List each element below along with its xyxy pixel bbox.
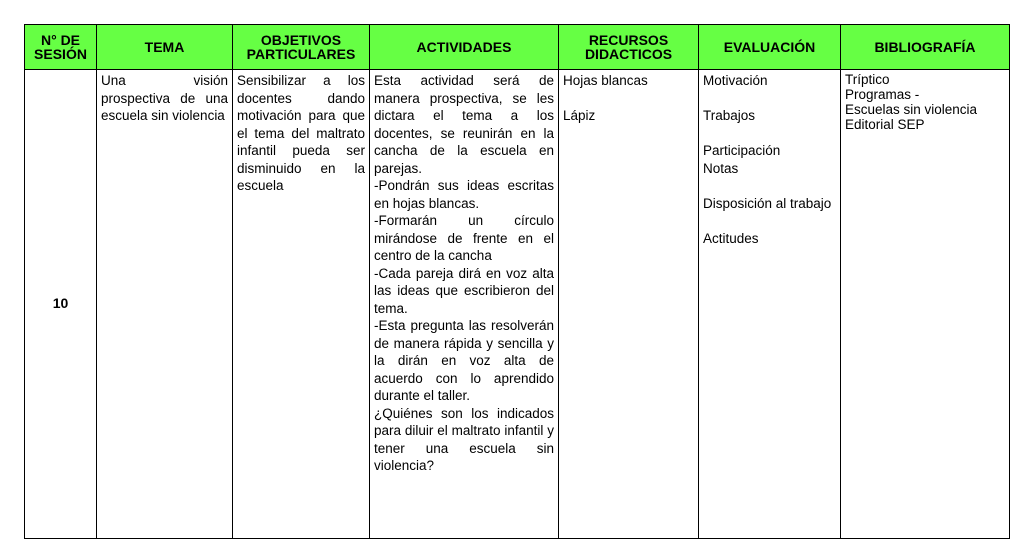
actividad-line: -Esta pregunta las resolverán de manera rápida y sencilla y la dirán en voz alta de acuerdo con lo aprendido durante el taller. (374, 318, 554, 403)
session-number: 10 (25, 70, 97, 539)
evaluacion-item: Motivación (703, 73, 768, 88)
header-bibliografia: BIBLIOGRAFÍA (841, 25, 1010, 70)
evaluacion-item: Participación (703, 143, 781, 158)
bibliografia-cell (841, 70, 1010, 539)
actividad-line: Esta actividad será de manera prospectiva, se les dictara el tema a los docentes, se reunirán en la cancha de la escuela en parejas. (374, 73, 554, 176)
actividad-line: -Cada pareja dirá en voz alta las ideas que escribieron del tema. (374, 265, 554, 316)
recurso-item: Hojas blancas (563, 73, 648, 88)
header-objetivos: OBJETIVOS PARTICULARES (233, 25, 370, 70)
evaluacion-item: Actitudes (703, 230, 759, 246)
bibliografia-item: Editorial SEP (845, 117, 925, 132)
objetivos-cell: Sensibilizar a los docentes dando motivación para que el tema del maltrato infantil pueda ser disminuido en la escuela (233, 70, 370, 539)
session-plan-table (24, 24, 1010, 539)
header-tema: TEMA (97, 25, 233, 70)
evaluacion-item: Disposición al trabajo (703, 195, 832, 211)
header-evaluacion: EVALUACIÓN (699, 25, 841, 70)
tema-cell: Una visión prospectiva de una escuela sin violencia (97, 70, 233, 539)
bibliografia-item: Escuelas sin violencia (845, 102, 978, 117)
bibliografia-item: Programas - (845, 87, 920, 102)
evaluacion-cell (699, 70, 841, 539)
evaluacion-item: Trabajos (703, 108, 756, 123)
bibliografia-item: Tríptico (845, 72, 890, 87)
actividad-line: -Formarán un círculo mirándose de frente en el centro de la cancha (374, 213, 554, 263)
header-row (25, 25, 1010, 70)
header-recursos: RECURSOS DIDACTICOS (559, 25, 699, 70)
header-actividades: ACTIVIDADES (370, 25, 559, 70)
actividades-cell (370, 70, 559, 539)
header-session: N° DE SESIÓN (25, 25, 97, 70)
evaluacion-item: Notas (703, 160, 739, 176)
recursos-cell (559, 70, 699, 539)
actividad-line: ¿Quiénes son los indicados para diluir el maltrato infantil y tener una escuela sin violencia? (374, 405, 554, 473)
table-row (25, 70, 1010, 539)
actividad-line: -Pondrán sus ideas escritas en hojas blancas. (374, 178, 554, 211)
recurso-item: Lápiz (563, 108, 596, 123)
